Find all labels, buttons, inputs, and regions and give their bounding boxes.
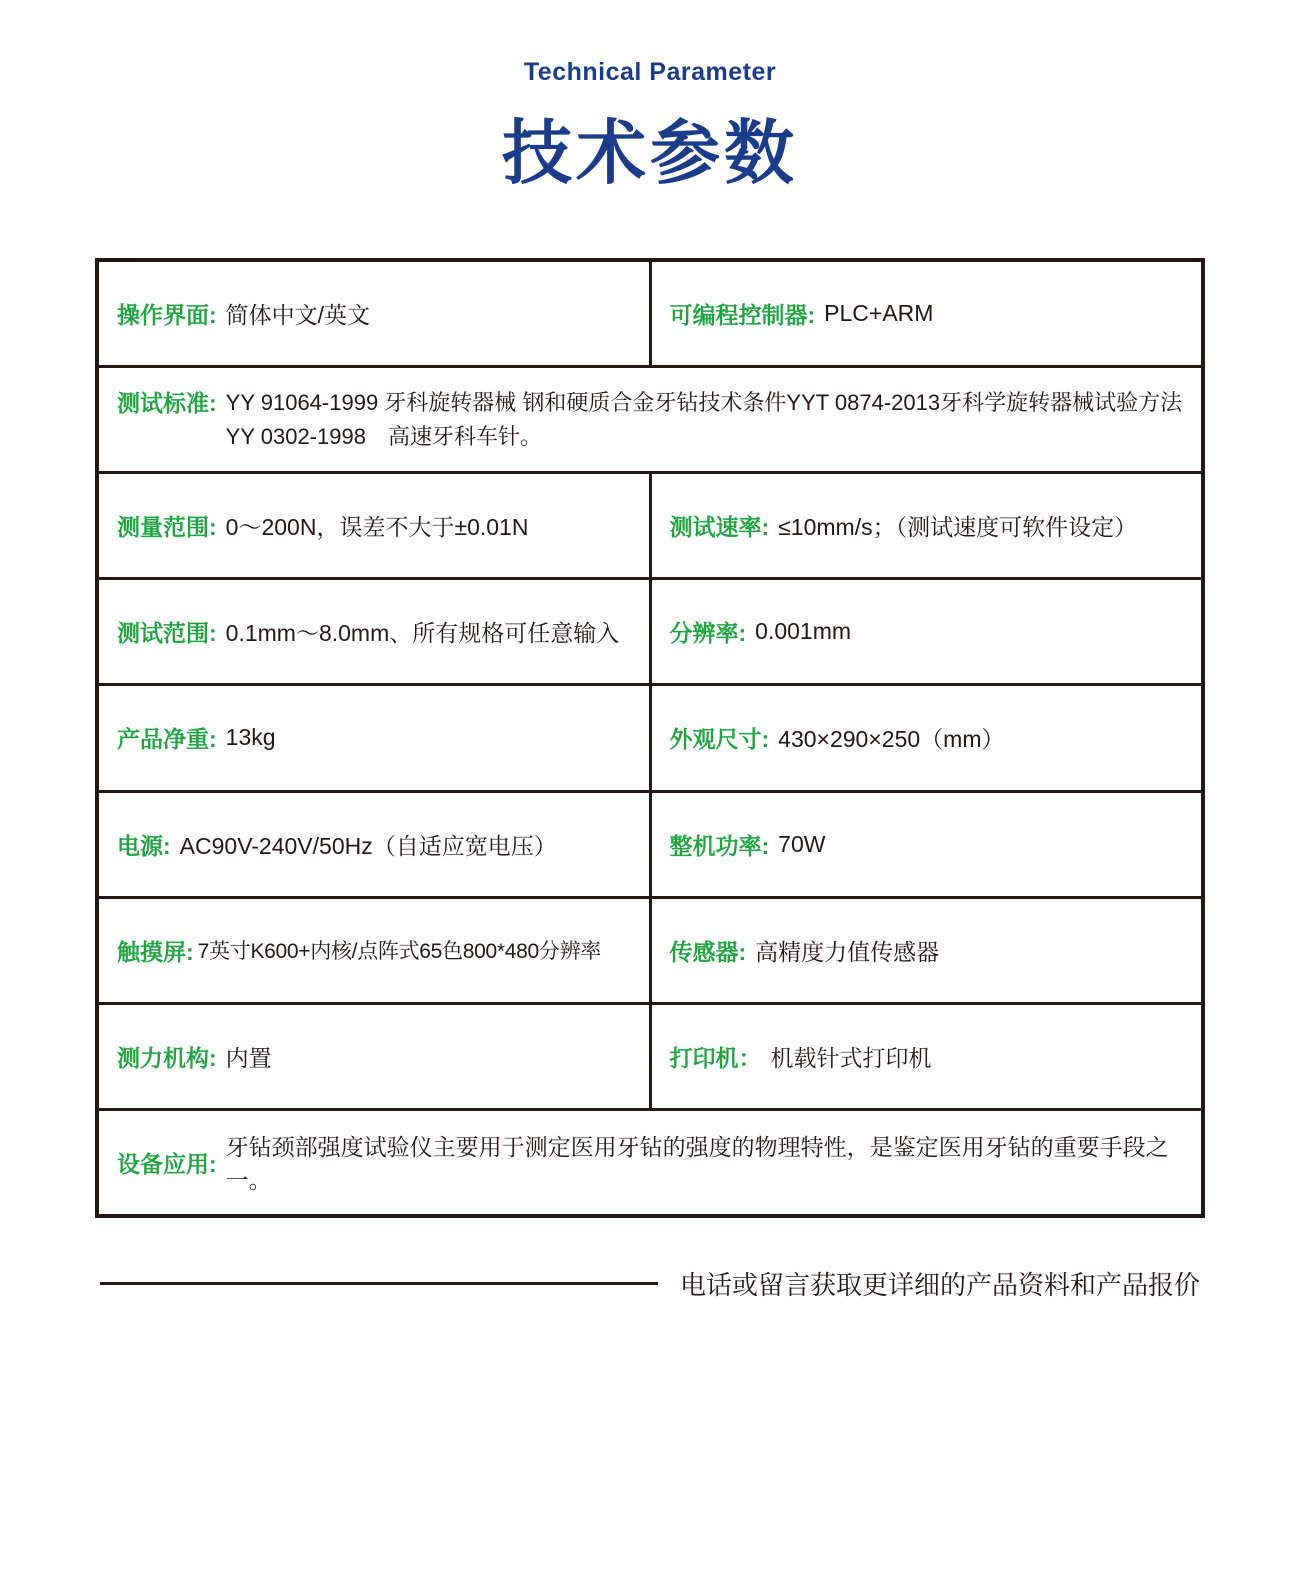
spec-label: 测试范围: — [117, 620, 217, 647]
spec-value: 简体中文/英文 — [225, 302, 371, 329]
spec-cell — [99, 793, 652, 896]
spec-value-line: YY 0302-1998 高速牙科车针。 — [225, 423, 542, 449]
spec-table — [95, 258, 1205, 1218]
footer-divider-line — [100, 1282, 658, 1285]
table-row — [99, 368, 1201, 474]
spec-label: 外观尺寸: — [669, 726, 770, 753]
spec-label: 操作界面: — [117, 302, 217, 329]
spec-label: 分辨率: — [669, 620, 747, 647]
spec-label: 测试标准: — [117, 389, 217, 416]
spec-label: 产品净重: — [117, 726, 217, 753]
table-row — [99, 1111, 1201, 1214]
spec-cell — [652, 474, 1202, 577]
spec-cell — [652, 686, 1202, 789]
page-header — [0, 58, 1300, 198]
spec-cell — [99, 1111, 1201, 1214]
spec-label: 整机功率: — [669, 832, 770, 859]
spec-value: 0.001mm — [755, 618, 852, 645]
spec-cell — [652, 793, 1202, 896]
table-row — [99, 793, 1201, 899]
spec-cell — [99, 368, 1201, 471]
spec-label: 打印机： — [669, 1044, 762, 1071]
spec-value-line: YY 91064-1999 牙科旋转器械 钢和硬质合金牙钻技术条件YYT 0874-2013牙科学旋转器械试验方法 — [225, 389, 1183, 415]
spec-cell — [99, 474, 652, 577]
spec-cell — [99, 262, 652, 365]
spec-value — [226, 386, 1182, 454]
table-row — [99, 580, 1201, 686]
footer-text: 电话或留言获取更详细的产品资料和产品报价 — [680, 1269, 1201, 1300]
table-row — [99, 262, 1201, 368]
spec-value: 0.1mm～8.0mm、所有规格可任意输入 — [225, 620, 620, 647]
spec-value: 牙钻颈部强度试验仪主要用于测定医用牙钻的强度的物理特性，是鉴定医用牙钻的重要手段之一。 — [225, 1134, 1169, 1194]
spec-label: 电源: — [117, 832, 171, 859]
spec-value: 机载针式打印机 — [770, 1044, 932, 1071]
spec-value: 高精度力值传感器 — [755, 938, 940, 965]
table-row — [99, 474, 1201, 580]
spec-cell — [652, 899, 1202, 1002]
footer — [100, 1262, 1210, 1304]
table-row — [99, 899, 1201, 1005]
spec-cell — [652, 1005, 1202, 1108]
spec-value: 70W — [778, 830, 826, 857]
spec-value: 内置 — [225, 1044, 272, 1071]
spec-value: 0～200N，误差不大于±0.01N — [225, 514, 529, 541]
spec-value: ≤10mm/s；（测试速度可软件设定） — [778, 514, 1138, 541]
spec-cell — [652, 262, 1202, 365]
spec-label: 测力机构: — [117, 1044, 217, 1071]
spec-cell — [652, 580, 1202, 683]
page-title: 技术参数 — [502, 114, 798, 192]
spec-cell — [99, 899, 652, 1002]
spec-value: AC90V-240V/50Hz（自适应宽电压） — [179, 832, 557, 859]
table-row — [99, 1005, 1201, 1111]
spec-label: 触摸屏: — [117, 938, 194, 965]
spec-value: PLC+ARM — [824, 300, 934, 327]
spec-label: 传感器: — [669, 938, 747, 965]
spec-label: 测量范围: — [117, 514, 217, 541]
spec-value: 13kg — [225, 724, 276, 751]
spec-value: 7英寸K600+内核/点阵式65色800*480分辨率 — [197, 940, 601, 964]
table-row — [99, 686, 1201, 792]
spec-label: 可编程控制器: — [669, 302, 816, 329]
spec-cell — [99, 686, 652, 789]
subtitle-english: Technical Parameter — [523, 58, 777, 86]
spec-cell — [99, 1005, 652, 1108]
spec-label: 设备应用: — [117, 1150, 217, 1177]
spec-label: 测试速率: — [669, 514, 770, 541]
spec-cell — [99, 580, 652, 683]
spec-value: 430×290×250（mm） — [778, 726, 1005, 753]
